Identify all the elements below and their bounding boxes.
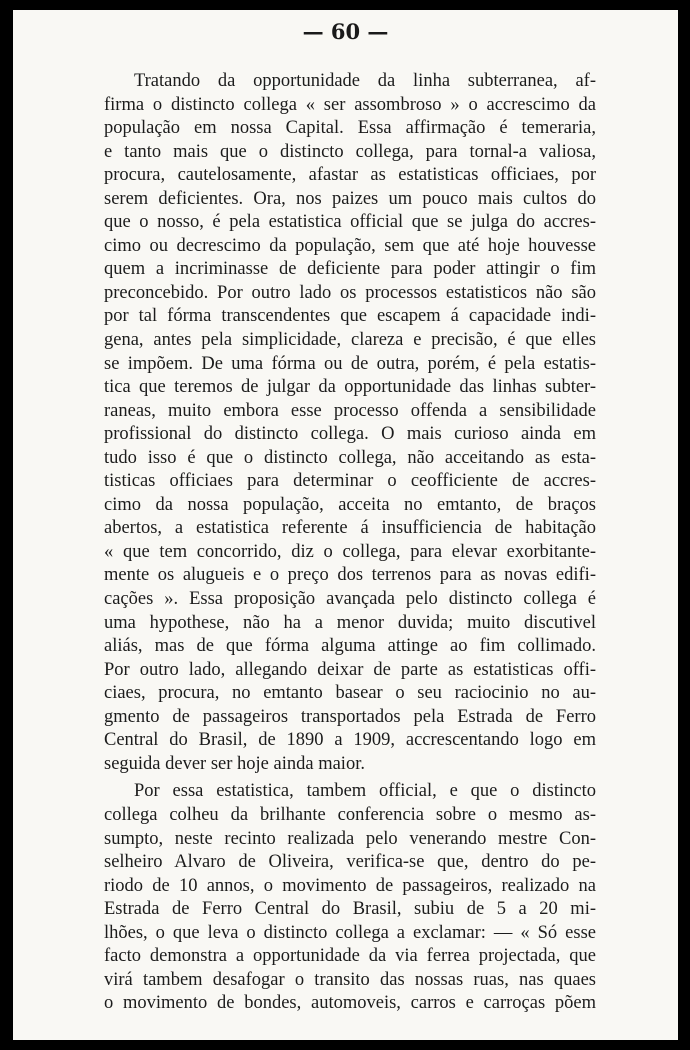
text-line: Tratando da opportunidade da linha subterranea, af-	[134, 71, 596, 91]
text-line: quem a incriminasse de deficiente para poder attingir o fim	[104, 259, 596, 280]
text-line: facto demonstra a opportunidade da via ferrea projectada, que	[104, 946, 596, 967]
text-line: gmento de passageiros transportados pela Estrada de Ferro	[104, 706, 596, 727]
text-line: serem deficientes. Ora, nos paizes um pouco mais cultos do	[104, 188, 596, 209]
text-line: riodo de 10 annos, o movimento de passageiros, realizado na	[104, 875, 596, 896]
text-line: se impõem. De uma fórma ou de outra, porém, é pela estatis-	[104, 353, 596, 374]
text-line: tica que teremos de julgar da opportunidade das linhas subter-	[104, 377, 596, 398]
text-line: preconcebido. Por outro lado os processos estatisticos não são	[104, 282, 596, 303]
text-line: cimo ou decrescimo da população, sem que até hoje houvesse	[104, 235, 596, 256]
text-line: Por outro lado, allegando deixar de parte as estatisticas offi-	[104, 659, 596, 680]
text-line: collega colheu da brilhante conferencia sobre o mesmo as-	[104, 804, 596, 825]
body-text	[104, 70, 596, 1016]
text-line: cações ». Essa proposição avançada pelo distincto collega é	[104, 589, 596, 610]
text-line: lhões, o que leva o distincto collega a exclamar: — « Só esse	[104, 922, 596, 943]
text-line: selheiro Alvaro de Oliveira, verifica-se que, dentro do pe-	[104, 852, 596, 873]
text-line: firma o distincto collega « ser assombroso » o accrescimo da	[104, 94, 596, 115]
book-page	[13, 10, 678, 1040]
text-line: raneas, muito embora esse processo offenda a sensibilidade	[104, 400, 596, 421]
text-line: tudo isso é que o distincto collega, não acceitando as esta-	[104, 447, 596, 468]
text-line: mente os alugueis e o preço dos terrenos para as novas edifi-	[104, 565, 596, 586]
text-line: por tal fórma transcendentes que escapem á capacidade indi-	[104, 306, 596, 327]
text-line: Central do Brasil, de 1890 a 1909, accrescentando logo em	[104, 730, 596, 751]
text-line: população em nossa Capital. Essa affirmação é temeraria,	[104, 118, 596, 139]
text-line: uma hypothese, não ha a menor duvida; muito discutivel	[104, 612, 596, 633]
text-line: procura, cautelosamente, afastar as estatisticas officiaes, por	[104, 165, 596, 186]
paragraph-2	[104, 780, 596, 1015]
text-line: Por essa estatistica, tambem official, e que o distincto	[134, 781, 596, 802]
text-line: o movimento de bondes, automoveis, carros e carroças põem	[104, 993, 596, 1014]
text-line: virá tambem desafogar o transito das nossas ruas, nas quaes	[104, 969, 596, 990]
page-number: — 60 —	[302, 19, 389, 44]
text-line: « que tem concorrido, diz o collega, para elevar exorbitante-	[104, 541, 596, 562]
text-line: cimo da nossa população, acceita no emtanto, de braços	[104, 494, 596, 515]
text-line: profissional do distincto collega. O mais curioso ainda em	[104, 424, 596, 445]
text-line: abertos, a estatistica referente á insufficiencia de habitação	[104, 518, 596, 539]
text-line: que o nosso, é pela estatistica official que se julga do accres-	[104, 212, 596, 233]
text-line: tisticas officiaes para determinar o ceofficiente de accres-	[104, 471, 596, 492]
paragraph-1	[104, 70, 596, 776]
text-line: aliás, mas de que fórma alguma attinge ao fim collimado.	[104, 636, 596, 657]
text-line: Estrada de Ferro Central do Brasil, subiu de 5 a 20 mi-	[104, 899, 596, 920]
text-line: e tanto mais que o distincto collega, para tornal-a valiosa,	[104, 141, 596, 162]
text-line: seguida dever ser hoje ainda maior.	[104, 753, 365, 774]
text-line: ciaes, procura, no emtanto basear o seu raciocinio no au-	[104, 683, 596, 704]
text-line: sumpto, neste recinto realizada pelo venerando mestre Con-	[104, 828, 596, 849]
text-line: gena, antes pela simplicidade, clareza e precisão, é que elles	[104, 330, 596, 351]
